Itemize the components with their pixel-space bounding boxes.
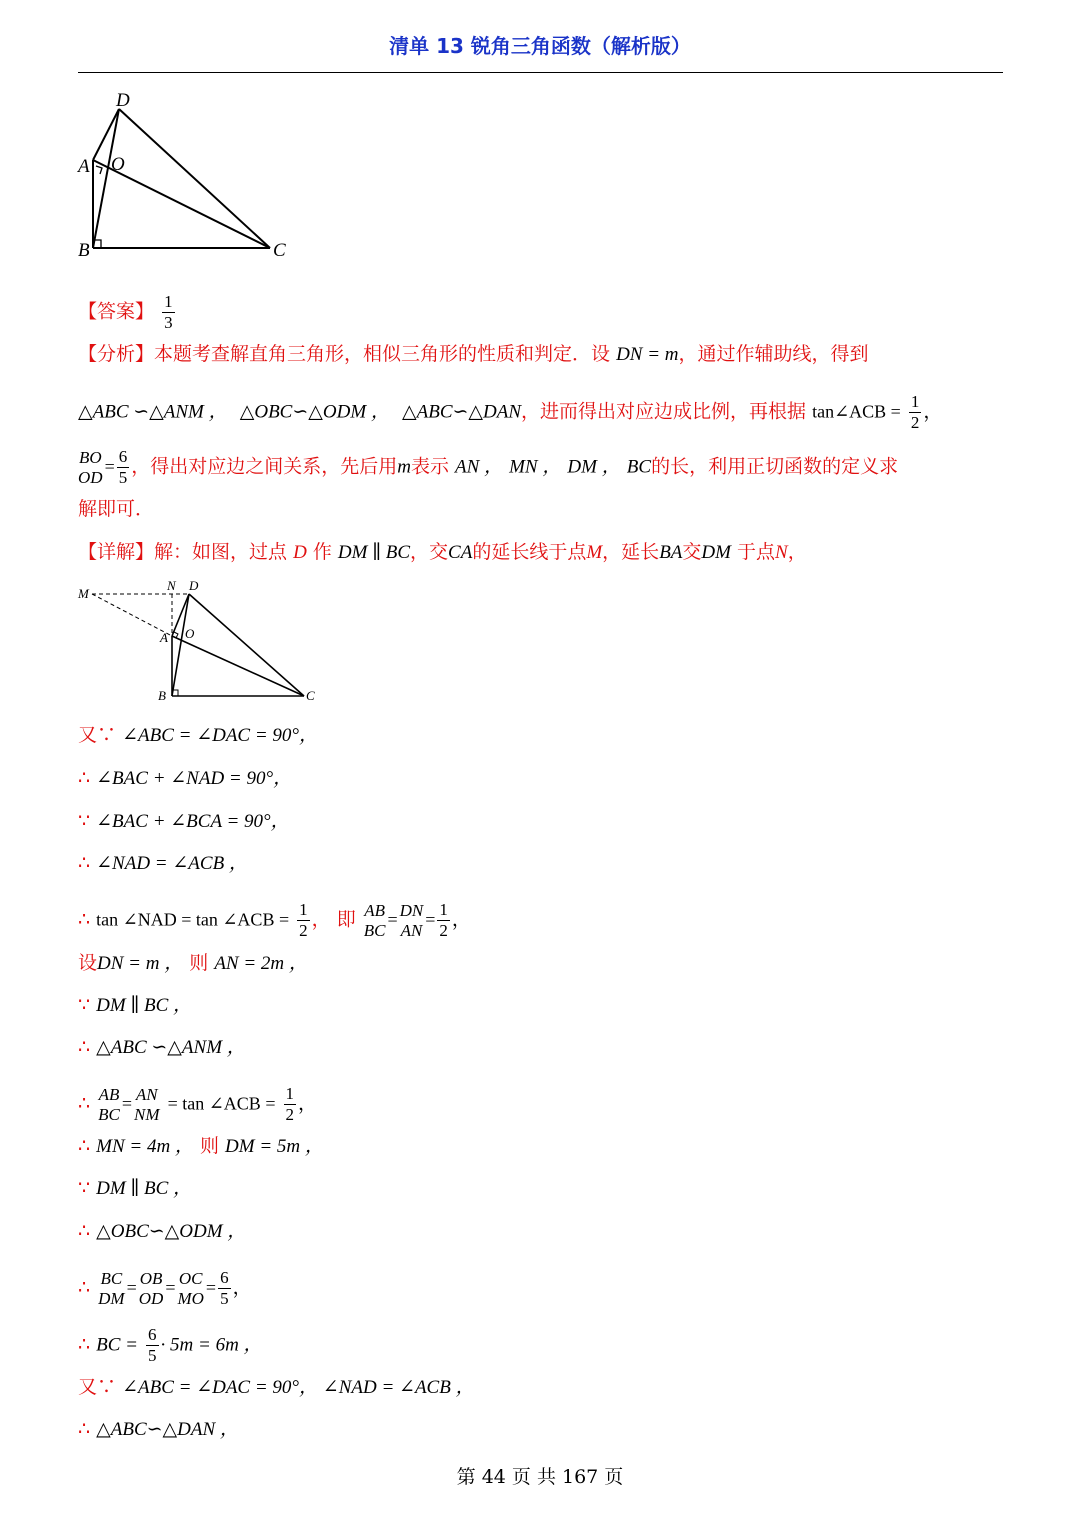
step-5: ∴ tan ∠NAD = tan ∠ACB = $\frac{1}{2}$ ， 即 AB BC = DN AN = $\frac{1}{2}$ ， <box>78 900 471 940</box>
step-4: ∴ ∠NAD = ∠ACB ， <box>78 852 248 874</box>
label-B: B <box>78 240 90 261</box>
fraction-one-half: $\frac{1}{2}$ <box>910 392 920 432</box>
fraction-six-fifths: $\frac{6}{5}$ <box>118 447 128 487</box>
page-header: 清单 13 锐角三角函数（解析版） <box>389 34 691 58</box>
step-2: ∴ ∠BAC + ∠NAD = 90°， <box>78 767 293 789</box>
step-13: ∴ BC DM = OB OD = OC MO = $\frac{6}{5}$ ， <box>78 1268 252 1308</box>
step-6: 设DN = m ， 则 AN = 2m ， <box>78 952 308 974</box>
step-9: ∴ AB BC = AN NM = tan ∠ACB = $\frac{1}{2}$ ， <box>78 1084 318 1124</box>
label-D: D <box>189 578 199 593</box>
analysis-line-1: 【分析】本题考查解直角三角形，相似三角形的性质和判定．设 DN = m，通过作辅助线，得到 <box>78 343 869 365</box>
label-N: N <box>167 578 176 593</box>
label-D: D <box>116 90 130 111</box>
answer-fraction: $\frac{1}{3}$ <box>164 292 173 332</box>
detail-intro: 【详解】解：如图，过点 D 作 DM ∥ BC，交CA的延长线于点M，延长BA交DM 于点N， <box>78 541 807 563</box>
triangle-figure-1 <box>72 88 302 263</box>
analysis-tag: 【分析】 <box>78 343 155 365</box>
label-C: C <box>273 240 286 261</box>
step-14: ∴ BC = $\frac{6}{5}$ · 5m = 6m ， <box>78 1325 263 1365</box>
step-15: 又∵ ∠ABC = ∠DAC = 90°， ∠NAD = ∠ACB ， <box>78 1376 475 1398</box>
header-rule <box>78 72 1003 73</box>
label-M: M <box>78 586 89 601</box>
step-16: ∴ △ABC∽△DAN ， <box>78 1418 239 1440</box>
analysis-line-4: 解即可． <box>78 498 155 520</box>
answer-line <box>78 292 177 333</box>
label-O: O <box>111 154 125 175</box>
label-A: A <box>78 156 90 177</box>
analysis-line-2: △ABC ∽△ANM ， △OBC∽△ODM ， △ABC∽△DAN，进而得出对应边成比例，再根据 tan∠ACB = $\frac{1}{2}$ ， <box>78 392 943 432</box>
step-8: ∴ △ABC ∽△ANM ， <box>78 1036 246 1058</box>
answer-tag: 【答案】 <box>78 300 155 323</box>
step-11: ∵ DM ∥ BC ， <box>78 1177 192 1199</box>
label-B: B <box>158 688 166 703</box>
page-footer: 第 44 页 共 167 页 <box>456 1466 624 1488</box>
analysis-line-3: BO OD = $\frac{6}{5}$ ，得出对应边之间关系，先后用m表示 AN ， MN ， DM ， BC的长，利用正切函数的定义求 <box>78 447 899 487</box>
step-7: ∵ DM ∥ BC ， <box>78 994 192 1016</box>
label-A: A <box>160 630 168 645</box>
step-3: ∵ ∠BAC + ∠BCA = 90°， <box>78 810 290 832</box>
step-12: ∴ △OBC∽△ODM ， <box>78 1220 247 1242</box>
detail-tag: 【详解】 <box>78 541 155 563</box>
step-1: 又∵ ∠ABC = ∠DAC = 90°， <box>78 724 319 746</box>
label-C: C <box>306 688 315 703</box>
triangle-figure-2 <box>72 576 322 706</box>
step-10: ∴ MN = 4m ， 则 DM = 5m ， <box>78 1135 324 1157</box>
label-O: O <box>185 626 195 641</box>
fraction-bo-od: BO OD <box>78 447 103 487</box>
